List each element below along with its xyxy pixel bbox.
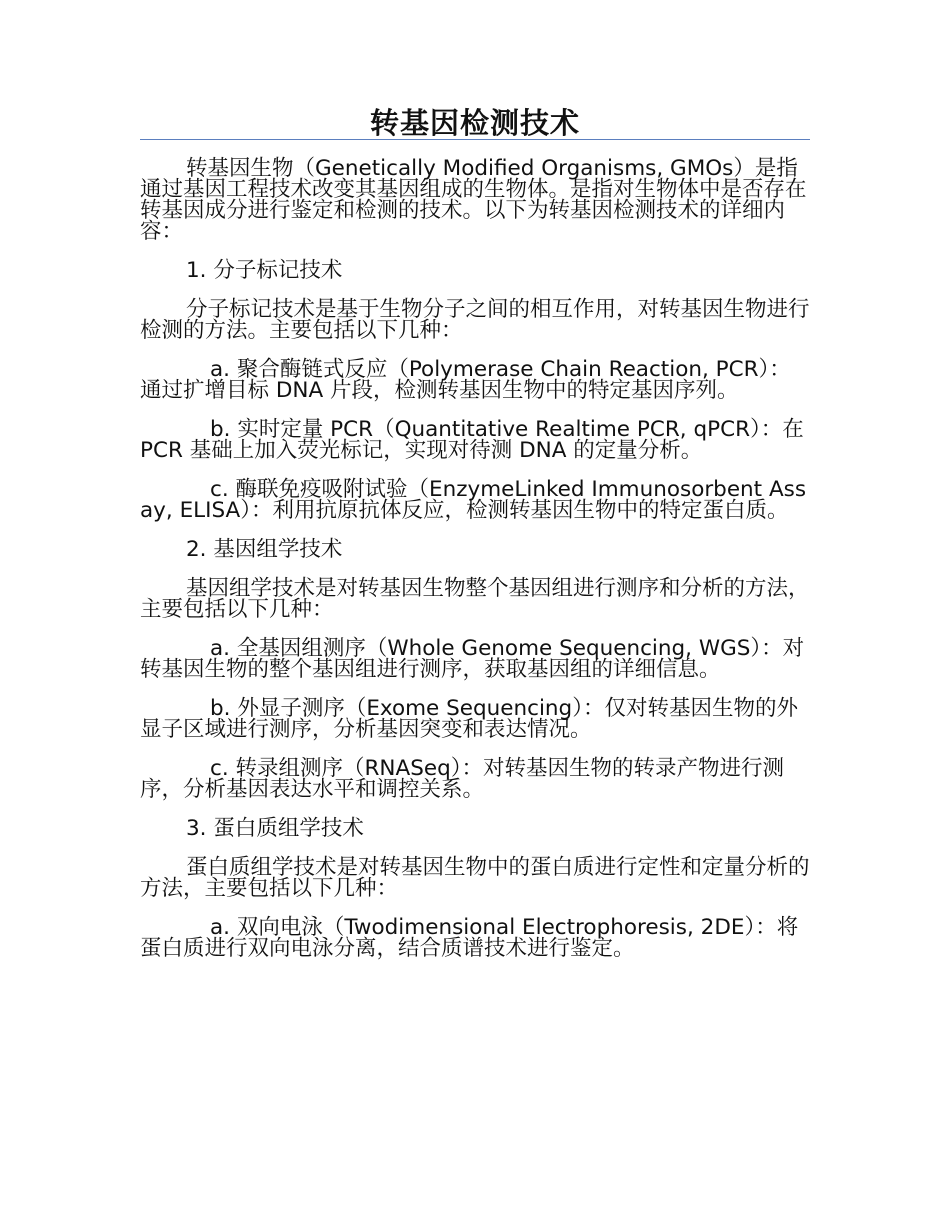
list-item-pcr: a. 聚合酶链式反应（Polymerase Chain Reaction, PCR）：通过扩增目标 DNA 片段，检测转基因生物中的特定基因序列。 [140,357,791,403]
section-paragraph-genomics: 基因组学技术是对转基因生物整个基因组进行测序和分析的方法，主要包括以下几种： [140,576,810,622]
list-item-elisa: c. 酶联免疫吸附试验（EnzymeLinked Immunosorbent Assay, ELISA）：利用抗原抗体反应，检测转基因生物中的特定蛋白质。 [140,477,807,523]
title-underline [140,139,810,140]
section-heading-proteomics: 3. 蛋白质组学技术 [186,816,364,841]
section-heading-molecular-markers: 1. 分子标记技术 [186,258,343,283]
list-item-qpcr: b. 实时定量 PCR（Quantitative Realtime PCR, qPCR）：在 PCR 基础上加入荧光标记，实现对待测 DNA 的定量分析。 [140,417,804,463]
list-item-exome: b. 外显子测序（Exome Sequencing）：仅对转基因生物的外显子区域进行测序，分析基因突变和表达情况。 [140,696,798,742]
intro-paragraph: 转基因生物（Genetically Modified Organisms, GMOs）是指通过基因工程技术改变其基因组成的生物体。是指对生物体中是否存在转基因成分进行鉴定和检测的技术。以下为转基因检测技术的详细内容： [140,156,807,244]
document-title: 转基因检测技术 [369,106,580,140]
list-item-2de: a. 双向电泳（Twodimensional Electrophoresis, 2DE）：将蛋白质进行双向电泳分离，结合质谱技术进行鉴定。 [140,915,799,961]
section-paragraph-proteomics: 蛋白质组学技术是对转基因生物中的蛋白质进行定性和定量分析的方法，主要包括以下几种： [140,855,810,901]
section-paragraph-molecular-markers: 分子标记技术是基于生物分子之间的相互作用，对转基因生物进行检测的方法。主要包括以下几种： [140,297,810,343]
list-item-rnaseq: c. 转录组测序（RNASeq）：对转基因生物的转录产物进行测序，分析基因表达水平和调控关系。 [140,756,784,802]
section-heading-genomics: 2. 基因组学技术 [186,537,343,562]
document-body [140,158,810,977]
list-item-wgs: a. 全基因组测序（Whole Genome Sequencing, WGS）：对转基因生物的整个基因组进行测序，获取基因组的详细信息。 [140,636,805,682]
